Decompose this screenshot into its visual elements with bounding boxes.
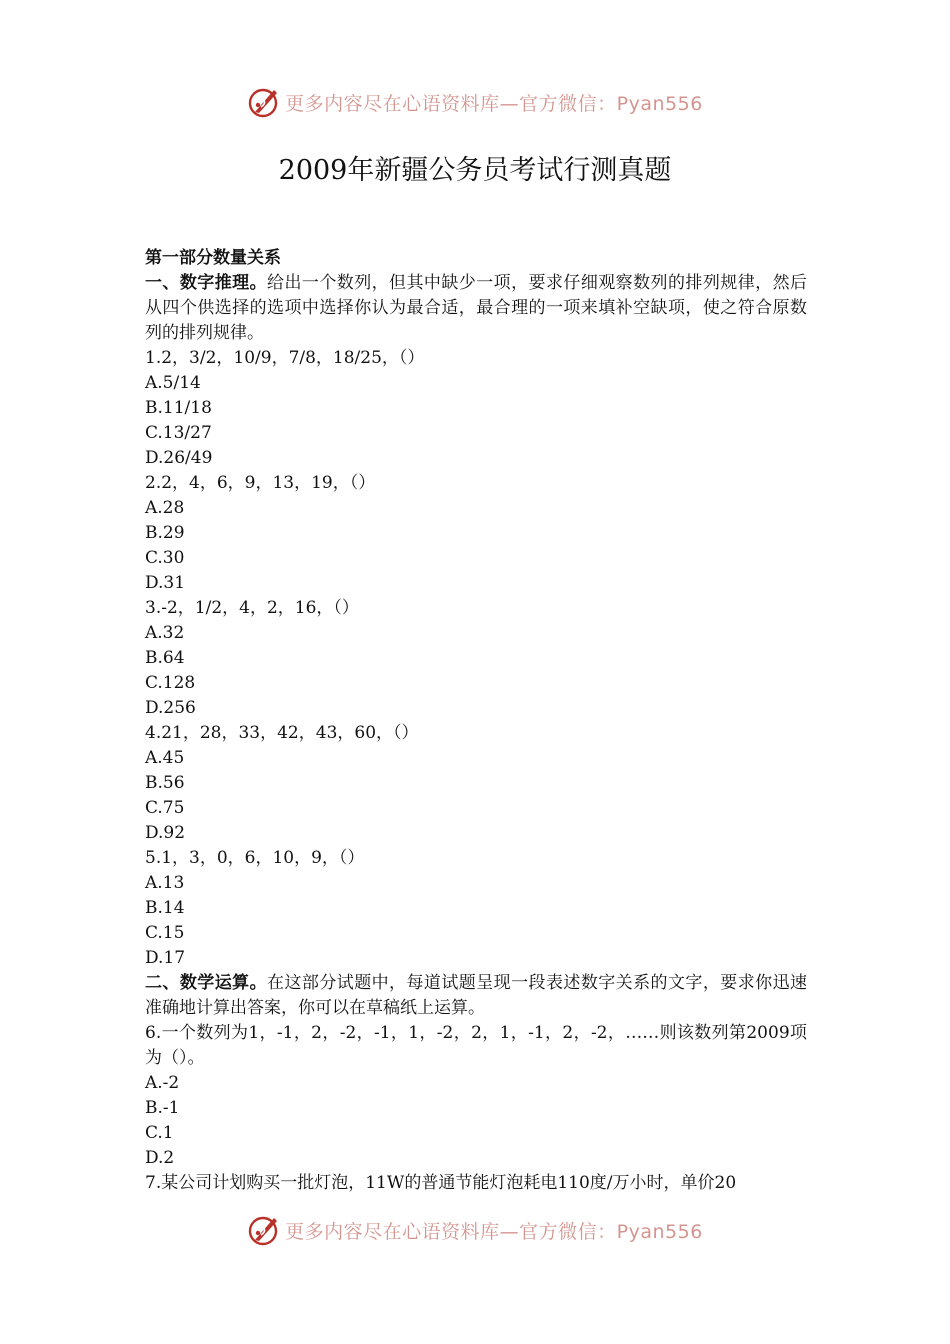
option-d: D.92: [145, 823, 186, 843]
question-6: [145, 1021, 807, 1171]
option-c: C.128: [145, 673, 196, 693]
option-d: D.17: [145, 948, 186, 968]
question-stem: 6.一个数列为1，-1，2，-2，-1，1，-2，2，1，-1，2，-2，……则该数列第2009项为（）。: [145, 1023, 807, 1068]
footer-banner: [0, 1210, 950, 1250]
part-title: 二、数学运算。: [145, 973, 268, 993]
option-b: B.29: [145, 523, 185, 543]
banner-text: 更多内容尽在心语资料库—官方微信：Pyan556: [285, 92, 703, 115]
question-1: [145, 346, 807, 471]
option-b: B.56: [145, 773, 185, 793]
option-d: D.256: [145, 698, 196, 718]
part-intro-1: [145, 271, 807, 346]
option-c: C.15: [145, 923, 185, 943]
question-stem: 5.1，3，0，6，10，9，（）: [145, 848, 365, 868]
option-a: A.45: [145, 748, 185, 768]
part-intro-2: [145, 971, 807, 1021]
option-b: B.14: [145, 898, 185, 918]
option-a: A.-2: [145, 1073, 180, 1093]
question-2: [145, 471, 807, 596]
option-c: C.75: [145, 798, 185, 818]
question-stem: 4.21，28，33，42，43，60，（）: [145, 723, 419, 743]
page-title: 2009年新疆公务员考试行测真题: [278, 155, 672, 186]
question-stem: 1.2，3/2，10/9，7/8，18/25，（）: [145, 348, 425, 368]
part-description: 给出一个数列，但其中缺少一项，要求仔细观察数列的排列规律，然后从四个供选择的选项中选择你认为最合适，最合理的一项来填补空缺项，使之符合原数列的排列规律。: [145, 273, 808, 343]
question-3: [145, 596, 807, 721]
banner-text: 更多内容尽在心语资料库—官方微信：Pyan556: [285, 1220, 703, 1243]
question-5: [145, 846, 807, 971]
option-a: A.5/14: [145, 373, 201, 393]
part-description: 在这部分试题中，每道试题呈现一段表述数字关系的文字，要求你迅速准确地计算出答案，你可以在草稿纸上运算。: [145, 973, 808, 1018]
option-d: D.31: [145, 573, 186, 593]
option-c: C.30: [145, 548, 185, 568]
option-b: B.64: [145, 648, 185, 668]
option-c: C.13/27: [145, 423, 212, 443]
document-body: [145, 246, 807, 1196]
option-a: A.32: [145, 623, 185, 643]
header-banner: [0, 82, 950, 122]
part-title: 一、数字推理。: [145, 273, 268, 293]
question-stem: 3.-2，1/2，4，2，16，（）: [145, 598, 359, 618]
question-4: [145, 721, 807, 846]
quill-logo-icon: [247, 85, 281, 119]
section-heading: 第一部分数量关系: [145, 248, 281, 268]
option-d: D.2: [145, 1148, 175, 1168]
option-a: A.28: [145, 498, 185, 518]
quill-logo-icon: [247, 1213, 281, 1247]
question-7-stem: 7.某公司计划购买一批灯泡，11W的普通节能灯泡耗电110度/万小时，单价20: [145, 1173, 737, 1193]
option-b: B.11/18: [145, 398, 212, 418]
option-c: C.1: [145, 1123, 174, 1143]
option-d: D.26/49: [145, 448, 213, 468]
option-a: A.13: [145, 873, 185, 893]
option-b: B.-1: [145, 1098, 180, 1118]
question-stem: 2.2，4，6，9，13，19，（）: [145, 473, 376, 493]
